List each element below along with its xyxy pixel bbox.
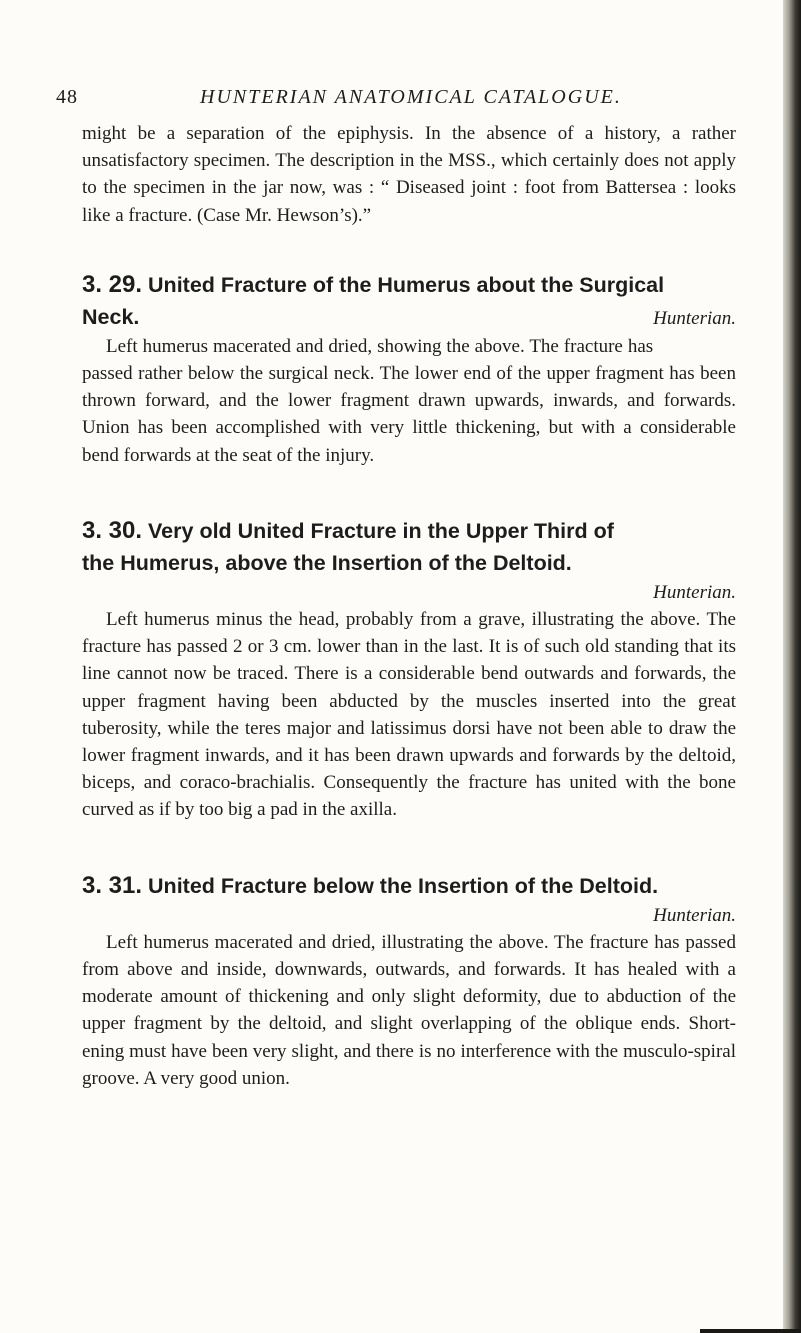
entry-3-31 bbox=[82, 870, 736, 1092]
entry-title-continued: the Humerus, above the Insertion of the Deltoid. bbox=[82, 550, 572, 575]
entry-heading-continued bbox=[82, 547, 736, 579]
entry-description: Left humerus macerated and dried, showing the above. The fracture has passed rather below the surgical neck. The lower end of the upper fragment has been thrown forward, and the lower fragment drawn upwards, inwards, and forwards. Union has been accomplished with very little thickening, but with a considerable bend forwards at the seat of the injury. bbox=[82, 335, 736, 466]
entry-title: United Fracture below the Insertion of the Deltoid. bbox=[148, 873, 659, 898]
entry-description: Left humerus macerated and dried, illustrating the above. The fracture has passed from above and inside, downwards, outwards, and forwards. It has healed with a moderate amount of thickening and only slight deformity, due to abduction of the upper fragment by the deltoid, and slight overlapping of the oblique ends. Short-ening must have been very slight, and there is no interference with the musculo-spiral groove. A very good union. bbox=[82, 931, 736, 1089]
page-edge-shadow bbox=[783, 0, 801, 1333]
entry-number: 3. 30. bbox=[82, 516, 143, 544]
entry-source: Hunterian. bbox=[653, 307, 736, 329]
entry-heading bbox=[82, 870, 736, 902]
entry-title: Very old United Fracture in the Upper Third of bbox=[148, 518, 614, 543]
entry-source: Hunterian. bbox=[653, 904, 736, 926]
entry-number: 3. 31. bbox=[82, 871, 143, 899]
entry-title: United Fracture of the Humerus about the Surgical bbox=[148, 272, 665, 297]
entry-description: Left humerus minus the head, probably from a grave, illustrating the above. The fracture has passed 2 or 3 cm. lower than in the last. It is of such old standing that its line cannot now be traced. There is a considerable bend outwards and forwards, the upper fragment having been abducted by the muscles inserted into the great tuberosity, while the teres major and latissimus dorsi have not been able to draw the lower fragment inwards, and it has been drawn upwards and forwards by the deltoid, biceps, and coraco-brachialis. Consequently the fracture has united with the bone curved as if by too big a pad in the axilla. bbox=[82, 609, 736, 821]
entry-3-29 bbox=[82, 269, 736, 469]
entry-number: 3. 29. bbox=[82, 270, 143, 298]
page-content bbox=[82, 120, 736, 1138]
entry-3-30 bbox=[82, 515, 736, 824]
page-number: 48 bbox=[56, 86, 78, 108]
page-bottom-edge bbox=[700, 1329, 801, 1333]
entry-heading bbox=[82, 269, 736, 301]
entry-source: Hunterian. bbox=[653, 581, 736, 603]
running-title: HUNTERIAN ANATOMICAL CATALOGUE. bbox=[200, 86, 622, 108]
continued-paragraph: might be a separation of the epiphysis. In the absence of a history, a rather unsatisfactory specimen. The description in the MSS., which certainly does not apply to the specimen in the jar now, was : “ Diseased joint : foot from Battersea : looks like a fracture. (Case Mr. Hewson’s).” bbox=[82, 123, 736, 226]
entry-heading-continued bbox=[82, 301, 736, 333]
page-header bbox=[56, 86, 716, 116]
entry-heading bbox=[82, 515, 736, 547]
entry-title-continued: Neck. bbox=[82, 304, 140, 329]
